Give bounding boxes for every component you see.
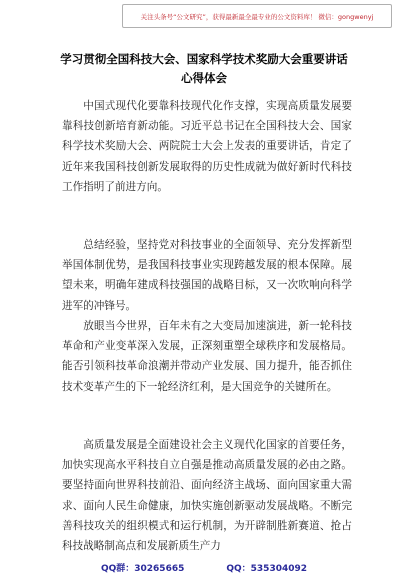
paragraph-3: 放眼当今世界，百年未有之大变局加速演进，新一轮科技革命和产业变革深入发展，正深刻重塑全球秩序和发展格局。能否引领科技革命浪潮并带动产业发展、国力提升，能否抓住技术变革产生的下一轮经济红利，是大国竞争的关键所在。	[62, 320, 352, 393]
title-line-1: 学习贯彻全国科技大会、国家科学技术奖励大会重要讲话	[60, 52, 348, 66]
footer-qq: QQ：535304092	[226, 564, 308, 574]
footer-qq-group: QQ群：30265665	[100, 564, 185, 574]
footer-contact	[0, 561, 408, 574]
document-title	[0, 50, 408, 88]
title-line-2: 心得体会	[181, 71, 227, 85]
paragraph-4: 高质量发展是全面建设社会主义现代化国家的首要任务，加快实现高水平科技自立自强是推动高质量发展的必由之路。要坚持面向世界科技前沿、面向经济主战场、面向国家重大需求、面向人民生命健康，加快实施创新驱动发展战略。不断完善科技攻关的组织模式和运行机制，为开辟制胜新赛道、抢占科技战略制高点和发展新质生产力	[62, 439, 352, 553]
header-banner: 关注头条号“公文研究”，获得最新最全最专业的公文资料库！ 微信：gongwenyj	[122, 4, 392, 28]
paragraph-1: 中国式现代化要靠科技现代化作支撑，实现高质量发展要靠科技创新培育新动能。习近平总书记在全国科技大会、国家科学技术奖励大会、两院院士大会上发表的重要讲话，肯定了近年来我国科技创新发展取得的历史性成就为做好新时代科技工作指明了前进方向。	[62, 100, 352, 193]
paragraph-2: 总结经验，坚持党对科技事业的全面领导、充分发挥新型举国体制优势，是我国科技事业实现跨越发展的根本保障。展望未来，明确年建成科技强国的战略目标，又一次吹响向科学进军的冲锋号。	[62, 239, 352, 312]
